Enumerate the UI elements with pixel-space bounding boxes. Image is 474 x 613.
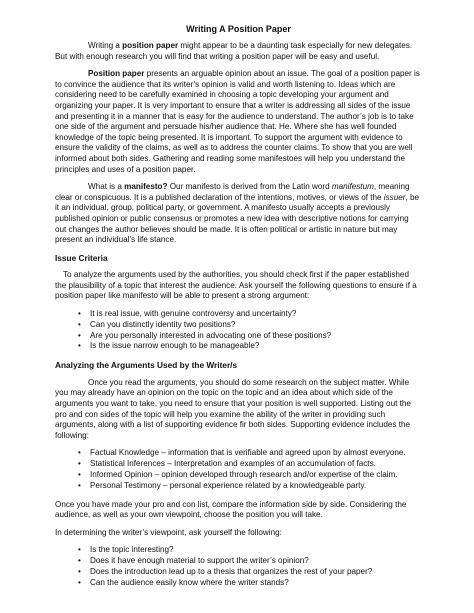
list-item-text: Can you distinctly identity two positions? (90, 319, 236, 329)
list-item (78, 481, 422, 492)
list-item-text: Are you personally interested in advocating one of these positions? (90, 330, 332, 340)
list-item (78, 341, 422, 352)
intro-text-1: Writing a (88, 41, 123, 50)
list-item (78, 556, 422, 567)
issuer-term: issuer (383, 192, 406, 202)
manifesto-term: manifesto? (124, 182, 168, 192)
list-item (78, 331, 422, 342)
bullet-icon: • (78, 309, 81, 319)
list-item (78, 470, 422, 481)
list-item-text: Is the issue narrow enough to be manageable? (90, 341, 260, 351)
viewpoint-questions-list (55, 545, 422, 588)
issue-criteria-heading: Issue Criteria (55, 252, 108, 263)
bullet-icon: • (78, 480, 81, 490)
bullet-icon: • (78, 448, 81, 458)
bullet-icon: • (78, 330, 81, 340)
list-item-text: Personal Testimony – personal experience related by a knowledgeable party. (90, 480, 367, 490)
issue-questions-list (55, 309, 422, 352)
supporting-evidence-list (55, 448, 422, 491)
bullet-icon: • (78, 459, 81, 469)
bullet-icon: • (78, 545, 81, 555)
list-item (78, 459, 422, 470)
list-item-text: Can the audience easily know where the writer stands? (90, 577, 289, 587)
intro-bold-term: position paper (122, 41, 179, 50)
list-item-text: Is the topic interesting? (90, 545, 174, 555)
position-paper-term: Position paper (88, 69, 145, 79)
bullet-icon: • (78, 566, 81, 576)
manifesto-text-2: Our manifesto is derived from the Latin word (167, 182, 332, 192)
bullet-icon: • (78, 319, 81, 329)
list-item (78, 448, 422, 459)
intro-paragraph (55, 41, 422, 62)
bullet-icon: • (78, 470, 81, 479)
manifesto-text-3: , meaning clear or conspicuous. It is a published declaration of the intentions, motives, or views of the (55, 182, 410, 202)
list-item-text: Does the introduction lead up to a thesis that organizes the rest of your paper? (90, 566, 373, 576)
list-item (78, 320, 422, 331)
list-item (78, 309, 422, 320)
manifesto-paragraph (55, 182, 422, 246)
position-paper-paragraph (55, 69, 422, 175)
analyzing-arguments-heading: Analyzing the Arguments Used by the Writer/s (55, 360, 238, 371)
bullet-icon: • (78, 341, 81, 351)
list-item-text: Informed Opinion – opinion developed through research and/or expertise of the claim. (90, 470, 398, 479)
issue-criteria-paragraph: To analyze the arguments used by the authorities, you should check first if the paper established the plausibility of a topic that interest the audience. Ask yourself the following questions to ensure if a position paper like manifesto will be able to present a strong argument: (55, 270, 417, 301)
list-item-text: It is real issue, with genuine controversy and uncertainty? (90, 309, 297, 319)
list-item (78, 578, 422, 589)
bullet-icon: • (78, 556, 81, 566)
document-title: Writing A Position Paper (186, 24, 291, 34)
list-item-text: Factual Knowledge – information that is verifiable and agreed upon by almost everyone. (90, 448, 406, 458)
intro-text-2: might appear to be a daunting task especially for new delegates. But with enough research you will find that writing a position paper will be easy and useful. (55, 41, 413, 61)
list-item-text: Statistical Inferences – Interpretation and examples of an accumulation of facts. (90, 459, 376, 469)
manifestum-term: manifestum (331, 182, 374, 192)
bullet-icon: • (78, 577, 81, 587)
list-item (78, 545, 422, 556)
list-item-text: Does it have enough material to support the writer’s opinion? (90, 556, 309, 566)
viewpoint-paragraph: In determining the writer’s viewpoint, ask yourself the following: (55, 527, 282, 537)
list-item (78, 567, 422, 578)
manifesto-text-1: What is a (88, 182, 125, 192)
position-paper-text: presents an arguable opinion about an issue. The goal of a position paper is to convince the audience that its writer’s opinion is valid and worth listening to. Ideas which are considering need to be carefully examined in choosing a topic developing your argument and organizing your paper. It is very important to ensure that a writer is addressing all sides of the issue and presenting it in a manner that is easy for the audience to understand. The author’s job is to take one side of the argument and persuade his/her audience that. He. Where she has well founded knowledge of the topic being presented. It is important. To support the argument with evidence to ensure the validity of the claims, as well as to address the counter claims. To show that you are well informed about both sides. Gathering and reading some manifestoes will help you understand the principles and uses of a position paper. (55, 69, 420, 174)
manifesto-text-4: , be it an individual, group, political party, or government. A manifesto usually accepts a previously published opinion or public consensus or promotes a new idea with descriptive notions for carrying out changes the author believes should be made. It is often political or artistic in nature but may present an individual's life stance. (55, 192, 420, 245)
analyzing-paragraph: Once you read the arguments, you should do some research on the subject matter. While you may already have an opinion on the topic on the topic and an idea about which side of the arguments you want to take, you need to ensure that your position is well supported. Listing out the pro and con sides of the topic will help you examine the ability of the writer in providing such arguments, along with a list of supporting evidence fir both sides. Supporting evidence includes the following: (55, 377, 411, 440)
pro-con-paragraph: Once you have made your pro and con list, compare the information side by side. Considering the audience, as well as your own viewpoint, choose the position you will take. (55, 499, 407, 520)
